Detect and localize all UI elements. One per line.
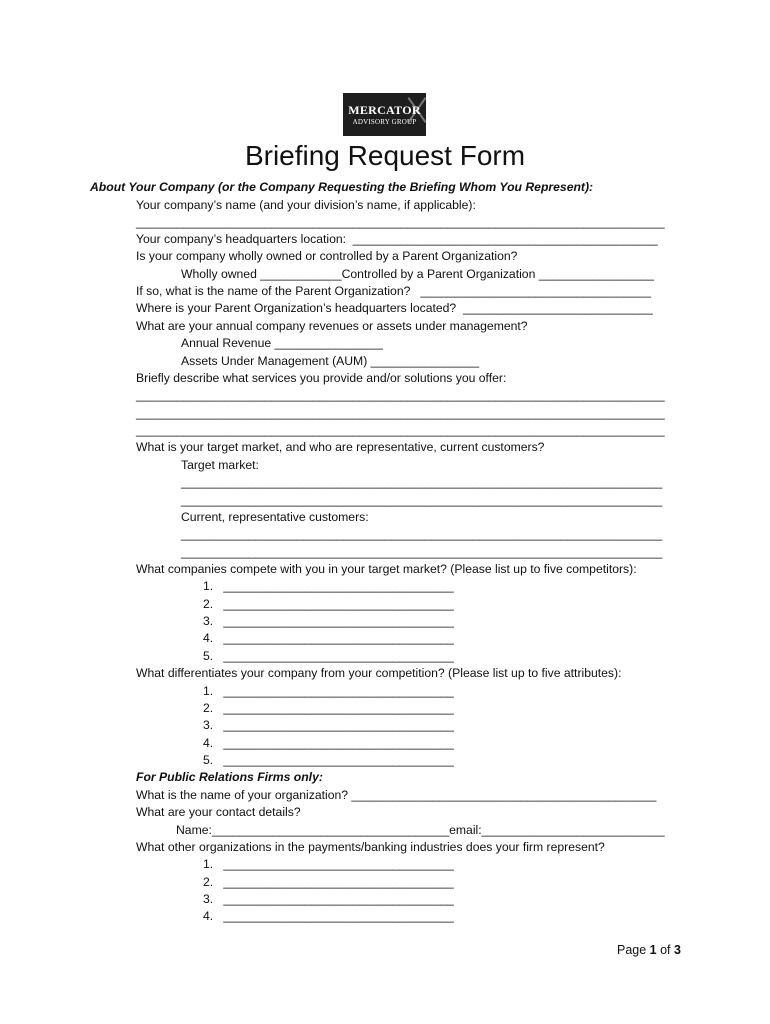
form-line[interactable]: 1. __________________________________ bbox=[203, 579, 454, 593]
form-line[interactable]: 4. __________________________________ bbox=[203, 631, 454, 645]
form-line[interactable]: ______________________________________________________________________________ bbox=[136, 215, 665, 229]
form-line[interactable]: 3. __________________________________ bbox=[203, 892, 454, 906]
form-line[interactable]: _______________________________________________________________________ bbox=[181, 493, 663, 507]
footer-middle: of bbox=[656, 943, 674, 957]
form-line[interactable]: Your company’s headquarters location: _____________________________________________ bbox=[136, 232, 658, 246]
page-footer bbox=[617, 943, 681, 957]
form-line[interactable]: 3. __________________________________ bbox=[203, 718, 454, 732]
logo-line-1: MERCATOR bbox=[348, 103, 421, 117]
form-line[interactable]: 1. __________________________________ bbox=[203, 684, 454, 698]
form-line[interactable]: Wholly owned ____________Controlled by a Parent Organization _________________ bbox=[181, 267, 654, 281]
form-line: What companies compete with you in your target market? (Please list up to five competitors): bbox=[136, 562, 637, 576]
form-line[interactable]: 5. __________________________________ bbox=[203, 649, 454, 663]
form-line[interactable]: Name:___________________________________email:___________________________ bbox=[176, 823, 665, 837]
pr-firms-heading: For Public Relations Firms only: bbox=[136, 770, 323, 784]
logo-line-2: ADVISORY GROUP bbox=[352, 118, 417, 126]
form-line[interactable]: What is the name of your organization? _____________________________________________ bbox=[136, 788, 657, 802]
form-line: What are your annual company revenues or assets under management? bbox=[136, 319, 528, 333]
form-line[interactable]: Where is your Parent Organization’s headquarters located? ____________________________ bbox=[136, 301, 653, 315]
form-line[interactable]: 2. __________________________________ bbox=[203, 875, 454, 889]
form-line[interactable]: 4. __________________________________ bbox=[203, 736, 454, 750]
form-line: Is your company wholly owned or controlled by a Parent Organization? bbox=[136, 249, 518, 263]
form-line: What is your target market, and who are representative, current customers? bbox=[136, 440, 545, 454]
footer-prefix: Page bbox=[617, 943, 650, 957]
form-line[interactable]: If so, what is the name of the Parent Organization? __________________________________ bbox=[136, 284, 651, 298]
footer-total-pages: 3 bbox=[674, 943, 681, 957]
form-line[interactable]: ______________________________________________________________________________ bbox=[136, 388, 665, 402]
form-line[interactable]: 2. __________________________________ bbox=[203, 597, 454, 611]
form-line[interactable]: Annual Revenue ________________ bbox=[181, 336, 383, 350]
form-line[interactable]: _______________________________________________________________________ bbox=[181, 527, 663, 541]
form-line: What are your contact details? bbox=[136, 805, 301, 819]
mercator-logo bbox=[343, 93, 426, 136]
page-title: Briefing Request Form bbox=[244, 140, 526, 171]
form-line: Briefly describe what services you provide and/or solutions you offer: bbox=[136, 371, 507, 385]
form-line: Target market: bbox=[181, 458, 259, 472]
section-heading: About Your Company (or the Company Requesting the Briefing Whom You Represent): bbox=[90, 180, 594, 194]
form-line[interactable]: Assets Under Management (AUM) ________________ bbox=[181, 354, 480, 368]
footer-current-page: 1 bbox=[649, 943, 657, 957]
form-line[interactable]: 4. __________________________________ bbox=[203, 909, 454, 923]
form-line[interactable]: 2. __________________________________ bbox=[203, 701, 454, 715]
form-line: What other organizations in the payments/banking industries does your firm represent? bbox=[136, 840, 605, 854]
form-line[interactable]: 5. __________________________________ bbox=[203, 753, 454, 767]
form-line[interactable]: 1. __________________________________ bbox=[203, 857, 454, 871]
form-line[interactable]: _______________________________________________________________________ bbox=[181, 545, 663, 559]
form-line: Your company’s name (and your division’s name, if applicable): bbox=[136, 198, 476, 212]
form-line[interactable]: ______________________________________________________________________________ bbox=[136, 406, 665, 420]
form-line: Current, representative customers: bbox=[181, 510, 369, 524]
form-line: What differentiates your company from your competition? (Please list up to five attributes): bbox=[136, 666, 622, 680]
form-line[interactable]: 3. __________________________________ bbox=[203, 614, 454, 628]
form-line[interactable]: ______________________________________________________________________________ bbox=[136, 423, 665, 437]
form-line[interactable]: _______________________________________________________________________ bbox=[181, 475, 663, 489]
